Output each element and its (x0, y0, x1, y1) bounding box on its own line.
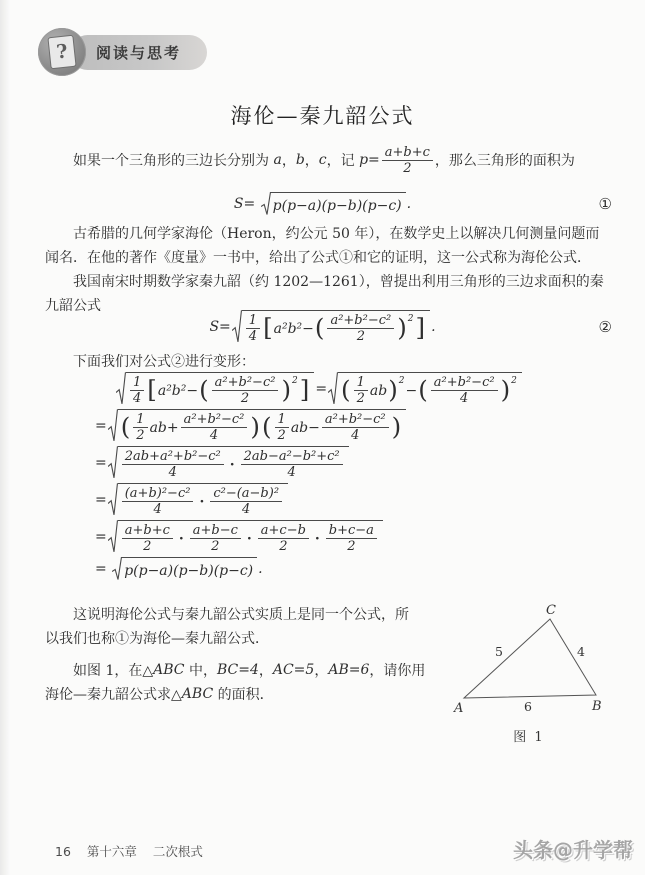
math-fraction (275, 412, 289, 443)
radicand (338, 372, 522, 406)
math-bracket: ) (388, 375, 398, 405)
text-line (45, 221, 600, 245)
question-book-icon (38, 28, 86, 76)
fraction-denominator: 4 (153, 502, 162, 517)
text-line (45, 658, 445, 682)
fraction-denominator: 2 (356, 329, 365, 344)
derivation-block (45, 372, 645, 584)
formula-2-math (209, 310, 435, 344)
triangle-diagram (448, 602, 610, 720)
book-icon (47, 35, 76, 70)
formula-1-math (234, 192, 411, 216)
math-fraction (431, 375, 498, 406)
formula-2-number: ② (598, 318, 612, 336)
fraction-numerator: 1 (354, 375, 368, 391)
math-fraction (210, 486, 282, 517)
vertex-b-label: B (592, 699, 602, 714)
text-line (45, 682, 445, 706)
text-run: ，请你用 (369, 663, 426, 679)
fraction-denominator: 4 (242, 502, 251, 517)
fraction-denominator: 2 (356, 391, 365, 406)
math-bracket: ) (250, 412, 260, 442)
math-fraction (327, 313, 394, 344)
math-bracket: ( (120, 412, 131, 442)
text-run: 中， (184, 663, 217, 679)
radicand (118, 483, 288, 517)
section-label: 二次根式 (152, 844, 203, 859)
math-bracket: ) (500, 375, 511, 405)
formula-1 (0, 190, 645, 218)
radicand (118, 446, 349, 480)
conclusion-paragraph (45, 602, 445, 650)
side-ac-label: 5 (495, 644, 503, 659)
math-fraction (382, 145, 433, 176)
text-line (45, 626, 445, 650)
radicand (118, 520, 383, 554)
figure-caption: 图 1 (513, 730, 545, 745)
question-mark-glyph: ? (55, 40, 69, 64)
fraction-denominator: 2 (403, 160, 412, 176)
math-bracket: ) (397, 313, 407, 343)
heron-paragraph (45, 221, 600, 269)
section-badge (38, 28, 207, 76)
math-text: a (273, 152, 282, 168)
badge-label: 阅读与思考 (96, 43, 182, 62)
fraction-numerator: 1 (130, 375, 144, 391)
text-run: 以我们也称①为海伦—秦九韶公式． (45, 631, 269, 647)
fraction-numerator: a+b+c (122, 523, 173, 539)
math-radical (116, 372, 314, 406)
text-run: 的面积． (213, 687, 274, 703)
fraction-numerator: 2ab+a²+b²−c² (122, 449, 224, 465)
math-text: a²b²− (273, 320, 314, 337)
math-text: AC=5 (272, 662, 315, 678)
fraction-denominator: 4 (351, 428, 360, 443)
math-text: ab− (290, 419, 320, 436)
formula-2 (0, 304, 645, 350)
math-bracket: ( (418, 375, 428, 405)
text-run: 古希腊的几何学家海伦（Heron，约公元 50 年），在数学史上以解决几何测量问题而 (73, 226, 600, 242)
math-bracket: ] (415, 313, 426, 343)
math-fraction (258, 523, 309, 554)
exercise-paragraph (45, 658, 445, 706)
side-ab-label: 6 (524, 699, 532, 714)
radicand (271, 192, 406, 216)
math-fraction (241, 449, 343, 480)
math-bracket: ) (391, 412, 402, 442)
math-fraction (133, 412, 147, 443)
text-line (95, 372, 645, 406)
math-multiply-dot: · (199, 493, 205, 510)
math-fraction (354, 375, 368, 406)
chapter-label: 第十六章 (86, 844, 137, 859)
math-fraction (246, 313, 260, 344)
math-fraction (122, 486, 194, 517)
text-run: 这说明海伦公式与秦九韶公式实质上是同一个公式，所 (73, 607, 409, 623)
radicand (242, 310, 430, 344)
math-superscript: 2 (407, 314, 414, 324)
radical-sign-icon (108, 483, 118, 517)
text-line (95, 557, 645, 581)
radical-sign-icon (232, 310, 242, 344)
math-fraction (322, 412, 389, 443)
figure-1 (448, 602, 610, 745)
fraction-numerator: c²−(a−b)² (210, 486, 282, 502)
math-text: = (95, 561, 112, 577)
text-line (45, 349, 600, 373)
fraction-numerator: (a+b)²−c² (122, 486, 194, 502)
radicand (126, 372, 314, 406)
math-text: = (95, 529, 107, 545)
text-line (95, 520, 645, 554)
fraction-denominator: 2 (347, 539, 356, 554)
fraction-numerator: 2ab−a²−b²+c² (241, 449, 343, 465)
math-text: = (315, 381, 328, 397)
math-radical (232, 310, 430, 344)
math-bracket: ( (199, 375, 209, 405)
text-run: ， (304, 153, 319, 169)
fraction-numerator: a²+b²−c² (431, 375, 498, 391)
text-run: 海伦—秦九韶公式求△ (45, 687, 182, 703)
badge-pill (70, 35, 207, 70)
math-superscript: 2 (292, 376, 298, 386)
fraction-denominator: 4 (168, 465, 177, 480)
math-bracket: [ (147, 375, 157, 405)
transform-paragraph (45, 349, 600, 373)
math-radical (328, 372, 522, 406)
math-radical (261, 192, 406, 216)
math-text: c (318, 152, 327, 168)
page-edge-shadow (0, 0, 10, 875)
math-text: b (295, 152, 305, 168)
math-superscript: 2 (511, 376, 517, 386)
fraction-denominator: 4 (287, 465, 296, 480)
math-text: S= (233, 196, 260, 212)
text-line (45, 144, 600, 176)
fraction-numerator: a²+b²−c² (327, 313, 394, 329)
fraction-denominator: 4 (133, 391, 142, 406)
fraction-numerator: 1 (246, 313, 260, 329)
math-text: p= (359, 152, 380, 168)
text-line (95, 446, 645, 480)
math-text: = (95, 418, 107, 434)
formula-1-number: ① (598, 195, 612, 213)
math-fraction (130, 375, 144, 406)
math-text: = (95, 455, 107, 471)
fraction-numerator: a²+b²−c² (181, 412, 248, 428)
math-bracket: ] (299, 375, 310, 405)
math-fraction (122, 523, 173, 554)
math-superscript: 2 (398, 376, 405, 386)
math-bracket: ( (341, 375, 351, 405)
math-text: = (95, 492, 107, 508)
math-text: BC=4 (216, 662, 259, 678)
math-fraction (181, 412, 248, 443)
page-footer (55, 842, 219, 860)
intro-paragraph (45, 144, 600, 176)
vertex-a-label: A (454, 701, 464, 716)
math-fraction (326, 523, 377, 554)
radicand (122, 557, 257, 581)
fraction-numerator: a+b+c (382, 145, 433, 161)
math-multiply-dot: · (229, 456, 235, 473)
math-text: a²b²− (157, 382, 199, 399)
fraction-denominator: 4 (209, 428, 219, 443)
text-run: ， (281, 153, 296, 169)
math-text: S= (209, 319, 231, 335)
text-line (45, 245, 600, 269)
math-text: ab (369, 382, 388, 399)
radical-sign-icon (328, 372, 338, 406)
fraction-denominator: 2 (279, 539, 288, 554)
fraction-denominator: 4 (460, 391, 469, 406)
text-run: ，那么三角形的面积为 (434, 153, 575, 169)
math-bracket: ( (314, 313, 325, 343)
fraction-numerator: a²+b²−c² (322, 412, 389, 428)
text-line (95, 483, 645, 517)
fraction-numerator: 1 (133, 412, 147, 428)
fraction-denominator: 2 (136, 428, 145, 443)
math-radical (108, 446, 349, 480)
watermark: 头条@升学帮 (513, 838, 633, 862)
text-line (95, 409, 645, 443)
text-line (45, 269, 604, 293)
text-run: 九韶公式 (45, 298, 101, 314)
fraction-denominator: 2 (211, 539, 220, 554)
math-text: . (406, 196, 412, 212)
text-run: 如图 1，在△ (73, 663, 154, 679)
math-radical (112, 557, 257, 581)
page-title: 海伦—秦九韶公式 (230, 104, 415, 128)
side-bc-label: 4 (577, 644, 585, 659)
math-text: p(p−a)(p−b)(p−c) (124, 562, 254, 579)
fraction-numerator: b+c−a (326, 523, 377, 539)
math-text: ab+ (149, 419, 179, 436)
bottom-section (45, 602, 610, 745)
radical-sign-icon (116, 372, 126, 406)
math-bracket: [ (263, 313, 273, 343)
math-bracket: ( (261, 412, 272, 442)
math-radical (108, 409, 406, 443)
radical-sign-icon (112, 557, 122, 581)
fraction-denominator: 2 (277, 428, 286, 443)
math-multiply-dot: · (314, 530, 320, 547)
radical-sign-icon (261, 192, 271, 216)
text-run: 下面我们对公式②进行变形： (73, 354, 255, 370)
text-run: ，记 (326, 153, 360, 169)
radical-sign-icon (108, 409, 118, 443)
math-text: . (431, 319, 436, 335)
text-run: 如果一个三角形的三边长分别为 (73, 153, 274, 169)
text-run: ， (314, 663, 329, 679)
math-multiply-dot: · (178, 530, 184, 547)
math-fraction (122, 449, 224, 480)
math-text: AB=6 (328, 662, 370, 678)
fraction-denominator: 4 (248, 329, 258, 344)
text-line (45, 602, 445, 626)
fraction-numerator: a²+b²−c² (212, 375, 279, 391)
math-text: . (258, 561, 263, 577)
math-text: ABC (181, 686, 214, 702)
fraction-numerator: 1 (275, 412, 289, 428)
math-radical (108, 520, 383, 554)
text-run: 闻名．在他的著作《度量》一书中，给出了公式①和它的证明，这一公式称为海伦公式． (45, 250, 591, 266)
fraction-numerator: a+b−c (190, 523, 241, 539)
math-multiply-dot: · (246, 530, 252, 547)
math-text: p(p−a)(p−b)(p−c) (272, 197, 402, 214)
page-number: 16 (55, 844, 71, 859)
fraction-denominator: 2 (240, 391, 250, 406)
math-radical (108, 483, 288, 517)
math-bracket: ) (281, 375, 292, 405)
text-run: 我国南宋时期数学家秦九韶（约 1202—1261），曾提出利用三角形的三边求面积的秦 (73, 274, 604, 290)
math-text: − (405, 382, 418, 399)
radical-sign-icon (108, 520, 118, 554)
fraction-numerator: a+c−b (258, 523, 309, 539)
radicand (118, 409, 406, 443)
radical-sign-icon (108, 446, 118, 480)
fraction-denominator: 2 (143, 539, 152, 554)
math-fraction (190, 523, 241, 554)
text-run: ， (258, 663, 273, 679)
vertex-c-label: C (546, 603, 556, 618)
math-fraction (212, 375, 279, 406)
math-text: ABC (153, 662, 185, 678)
